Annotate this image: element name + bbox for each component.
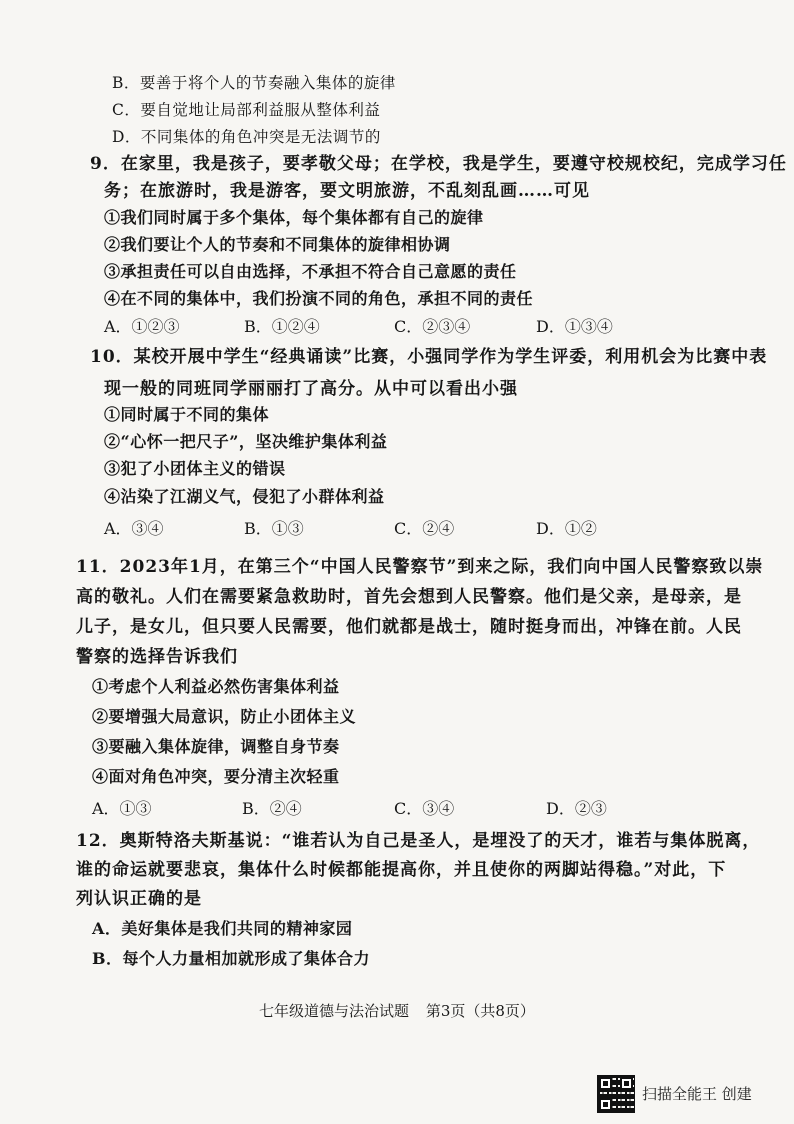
q10-item-2: ②“心怀一把尺子”，坚决维护集体利益 bbox=[104, 432, 388, 451]
q10-item-3: ③犯了小团体主义的错误 bbox=[104, 459, 286, 478]
q11-choice-c: C．③④ bbox=[394, 799, 455, 818]
q9-choice-a: A．①②③ bbox=[104, 317, 180, 336]
footer-title: 七年级道德与法治试题 bbox=[259, 1002, 410, 1020]
q10-choices bbox=[104, 518, 704, 540]
q11-choice-a: A．①③ bbox=[92, 799, 152, 818]
q11-item-4: ④面对角色冲突，要分清主次轻重 bbox=[92, 767, 340, 786]
q10-item-4: ④沾染了江湖义气，侵犯了小群体利益 bbox=[104, 487, 385, 506]
q8-option-c: C．要自觉地让局部利益服从整体利益 bbox=[112, 101, 381, 119]
q9-item-2: ②我们要让个人的节奏和不同集体的旋律相协调 bbox=[104, 235, 451, 254]
q11-stem-line-2: 高的敬礼。人们在需要紧急救助时，首先会想到人民警察。他们是父亲，是母亲，是 bbox=[76, 587, 742, 607]
q9-choice-d: D．①③④ bbox=[536, 317, 613, 336]
q10-choice-b: B．①③ bbox=[244, 519, 304, 538]
page-footer bbox=[0, 1000, 794, 1021]
q9-choice-c: C．②③④ bbox=[394, 317, 471, 336]
q10-choice-d: D．①② bbox=[536, 519, 597, 538]
qr-code-icon bbox=[597, 1075, 635, 1113]
q9-item-4: ④在不同的集体中，我们扮演不同的角色，承担不同的责任 bbox=[104, 289, 534, 308]
q9-item-1: ①我们同时属于多个集体，每个集体都有自己的旋律 bbox=[104, 208, 484, 227]
q9-item-3: ③承担责任可以自由选择，不承担不符合自己意愿的责任 bbox=[104, 262, 517, 281]
q9-choice-b: B．①②④ bbox=[244, 317, 320, 336]
q9-stem-line-1: 9．在家里，我是孩子，要孝敬父母；在学校，我是学生，要遵守校规校纪，完成学习任 bbox=[90, 154, 787, 174]
q8-option-b: B．要善于将个人的节奏融入集体的旋律 bbox=[112, 74, 396, 92]
q11-stem-line-4: 警察的选择告诉我们 bbox=[76, 647, 238, 667]
q11-item-3: ③要融入集体旋律，调整自身节奏 bbox=[92, 737, 340, 756]
q8-option-d: D．不同集体的角色冲突是无法调节的 bbox=[112, 128, 381, 146]
q9-stem-line-2: 务；在旅游时，我是游客，要文明旅游，不乱刻乱画……可见 bbox=[104, 181, 590, 201]
q12-option-b: B．每个人力量相加就形成了集体合力 bbox=[92, 949, 371, 968]
q11-stem-line-3: 儿子，是女儿，但只要人民需要，他们就都是战士，随时挺身而出，冲锋在前。人民 bbox=[76, 617, 742, 637]
q11-choice-b: B．②④ bbox=[242, 799, 302, 818]
q9-choices bbox=[104, 316, 704, 338]
q10-choice-a: A．③④ bbox=[104, 519, 164, 538]
q11-item-1: ①考虑个人利益必然伤害集体利益 bbox=[92, 677, 340, 696]
q12-option-a: A．美好集体是我们共同的精神家园 bbox=[92, 919, 353, 938]
q11-choice-d: D．②③ bbox=[546, 799, 607, 818]
q12-stem-line-3: 列认识正确的是 bbox=[76, 889, 202, 909]
q11-item-2: ②要增强大局意识，防止小团体主义 bbox=[92, 707, 357, 726]
q11-stem-line-1: 11．2023年1月，在第三个“中国人民警察节”到来之际，我们向中国人民警察致以崇 bbox=[76, 557, 764, 577]
q12-stem-line-2: 谁的命运就要悲哀，集体什么时候都能提高你，并且使你的两脚站得稳。”对此，下 bbox=[76, 860, 727, 880]
q12-stem-line-1: 12．奥斯特洛夫斯基说：“谁若认为自己是圣人，是埋没了的天才，谁若与集体脱离， bbox=[76, 831, 761, 851]
scanner-watermark: 扫描全能王 创建 bbox=[642, 1085, 752, 1103]
q10-stem-line-1: 10．某校开展中学生“经典诵读”比赛，小强同学作为学生评委，利用机会为比赛中表 bbox=[90, 347, 768, 367]
q10-stem-line-2: 现一般的同班同学丽丽打了高分。从中可以看出小强 bbox=[104, 379, 518, 399]
q10-choice-c: C．②④ bbox=[394, 519, 455, 538]
q10-item-1: ①同时属于不同的集体 bbox=[104, 405, 270, 424]
q11-choices bbox=[92, 798, 692, 820]
footer-page-number: 第3页（共8页） bbox=[425, 1002, 535, 1020]
